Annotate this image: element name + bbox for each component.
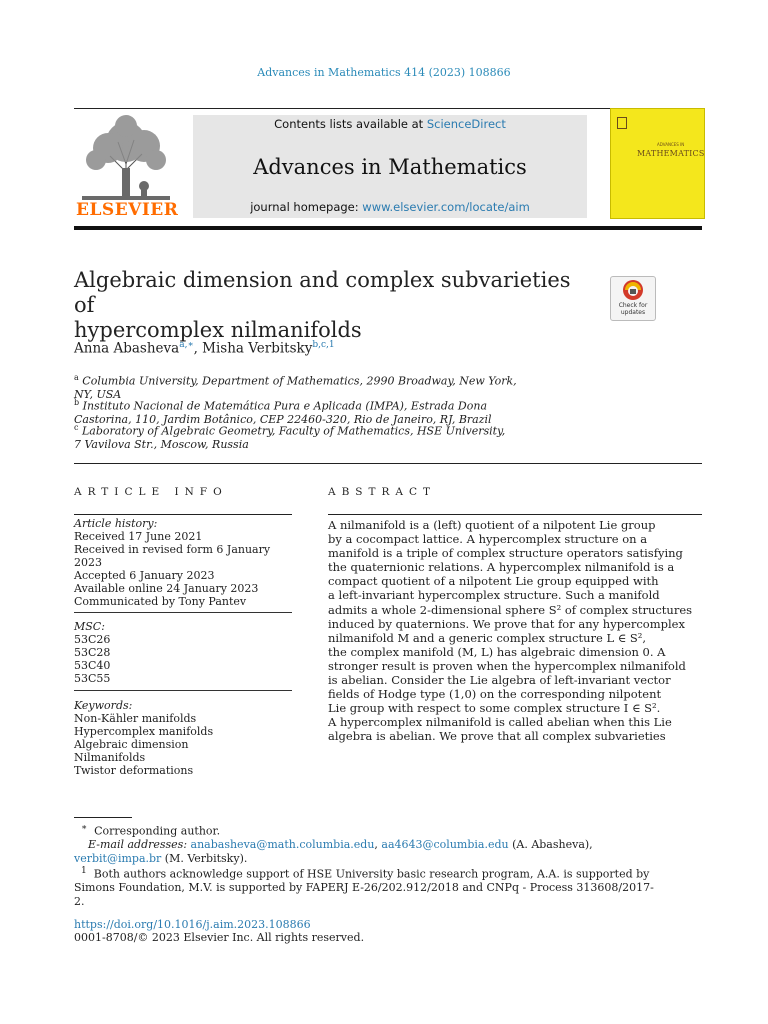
abstract-line: induced by quaternions. We prove that for any hypercomplex <box>328 616 685 631</box>
homepage-line <box>193 200 587 214</box>
title-line-2: hypercomplex nilmanifolds <box>74 318 362 342</box>
elsevier-wordmark: ELSEVIER <box>76 200 179 220</box>
abstract-line: stronger result is proven when the hypercomplex nilmanifold <box>328 658 686 673</box>
email-link-1[interactable]: anabasheva@math.columbia.edu <box>190 838 375 852</box>
abstract-line: Lie group with respect to some complex structure I ∈ S². <box>328 701 661 716</box>
funding-note <box>74 865 704 908</box>
fn1-line-2: Simons Foundation, M.V. is supported by FAPERJ E-26/202.912/2018 and CNPq - Process 313608/2017- <box>74 881 654 895</box>
email-line <box>74 838 704 852</box>
sciencedirect-link[interactable]: ScienceDirect <box>426 117 506 131</box>
msc-item: 53C26 <box>74 633 111 646</box>
fn1-mark: 1 <box>81 866 87 877</box>
abstract-line: a left-invariant hypercomplex structure. Such a manifold <box>328 588 660 603</box>
cover-logo-icon <box>617 117 627 129</box>
abstract-line: algebra is abelian. We prove that all complex subvarieties <box>328 729 666 744</box>
history-heading: Article history: <box>74 517 158 530</box>
keyword-item: Twistor deformations <box>74 764 194 777</box>
msc-item: 53C40 <box>74 659 111 672</box>
affil-mark-b: b <box>74 398 80 407</box>
history-item: Accepted 6 January 2023 <box>74 569 215 582</box>
keyword-item: Nilmanifolds <box>74 751 146 764</box>
history-item: Available online 24 January 2023 <box>74 582 259 595</box>
abstract-line: A nilmanifold is a (left) quotient of a nilpotent Lie group <box>328 518 656 532</box>
journal-title: Advances in Mathematics <box>253 155 527 179</box>
doi-link[interactable]: https://doi.org/10.1016/j.aim.2023.108866 <box>74 918 311 931</box>
msc-heading: MSC: <box>74 620 105 633</box>
history-item: Communicated by Tony Pantev <box>74 595 247 608</box>
author-separator: , <box>193 340 203 357</box>
homepage-prefix: journal homepage: <box>250 200 363 214</box>
article-info-rule <box>74 514 292 515</box>
corr-text: Corresponding author. <box>94 824 221 838</box>
email-link-2[interactable]: aa4643@columbia.edu <box>381 838 509 852</box>
affil-cont-a: NY, USA <box>74 387 122 401</box>
keyword-item: Non-Kähler manifolds <box>74 712 197 725</box>
author-2: Misha Verbitsky <box>202 340 313 357</box>
abstract-rule <box>328 514 702 515</box>
email-owner-2: (M. Verbitsky). <box>161 851 248 865</box>
author-2-affil[interactable]: b,c,1 <box>312 340 335 350</box>
check-for-updates-button[interactable] <box>610 276 656 321</box>
affil-text-c: Laboratory of Algebraic Geometry, Faculty of Mathematics, HSE University, <box>81 424 506 438</box>
contents-line <box>193 117 587 131</box>
keywords-heading: Keywords: <box>74 699 133 712</box>
abstract-line: manifold is a triple of complex structure operators satisfying <box>328 546 683 561</box>
article-info-heading: ARTICLE INFO <box>74 486 228 498</box>
title-line-1: Algebraic dimension and complex subvarieties of <box>74 268 571 317</box>
author-list <box>74 340 335 357</box>
abstract-line: fields of Hodge type (1,0) on the corresponding nilpotent <box>328 687 662 702</box>
abstract-body <box>328 518 702 744</box>
history-item: Received 17 June 2021 <box>74 530 203 543</box>
msc-codes <box>74 620 296 685</box>
paper-title <box>74 268 594 343</box>
history-item: 2023 <box>74 556 102 569</box>
abstract-line: compact quotient of a nilpotent Lie group equipped with <box>328 574 659 589</box>
affiliation-c <box>74 421 574 451</box>
journal-cover-image[interactable] <box>610 108 705 219</box>
history-item: Received in revised form 6 January <box>74 543 271 556</box>
affil-text-b: Instituto Nacional de Matemática Pura e Aplicada (IMPA), Estrada Dona <box>82 399 488 413</box>
affil-mark-c: c <box>74 423 79 432</box>
email-sep: , <box>374 838 382 852</box>
keyword-item: Algebraic dimension <box>74 738 189 751</box>
msc-item: 53C28 <box>74 646 111 659</box>
info-separator <box>74 612 292 613</box>
check-updates-icon <box>611 277 655 303</box>
check-label-2: updates <box>620 309 646 316</box>
footnotes <box>74 822 704 908</box>
abstract-line: the quaternionic relations. A hypercomplex nilmanifold is a <box>328 560 675 575</box>
cover-subtitle: ADVANCES IN <box>657 142 685 147</box>
affil-cont-b: Castorina, 110, Jardim Botânico, CEP 22460-320, Rio de Janeiro, RJ, Brazil <box>74 412 492 426</box>
abstract-line: by a cocompact lattice. A hypercomplex structure on a <box>328 532 648 547</box>
affil-mark-a: a <box>74 373 79 382</box>
copyright-line: 0001-8708/© 2023 Elsevier Inc. All rights reserved. <box>74 931 365 944</box>
abstract-heading: ABSTRACT <box>328 486 437 498</box>
email-link-3[interactable]: verbit@impa.br <box>74 851 162 865</box>
section-divider <box>74 463 702 464</box>
abstract-line: A hypercomplex nilmanifold is called abelian when this Lie <box>328 715 672 730</box>
info-separator <box>74 690 292 691</box>
msc-item: 53C55 <box>74 672 111 685</box>
check-label-1: Check for <box>618 302 648 309</box>
corresponding-note <box>74 822 704 838</box>
header-bottom-rule <box>74 226 702 230</box>
email-line-2 <box>74 852 704 866</box>
affil-cont-c: 7 Vavilova Str., Moscow, Russia <box>74 437 249 451</box>
email-owner-1: (A. Abasheva), <box>508 838 593 852</box>
journal-reference[interactable]: Advances in Mathematics 414 (2023) 108866 <box>257 66 511 79</box>
affil-text-a: Columbia University, Department of Mathematics, 2990 Broadway, New York, <box>82 374 517 388</box>
cover-title: MATHEMATICS <box>637 149 705 158</box>
homepage-link[interactable]: www.elsevier.com/locate/aim <box>362 200 530 214</box>
abstract-line: nilmanifold M and a generic complex structure L ∈ S², <box>328 630 647 645</box>
abstract-line: admits a whole 2-dimensional sphere S² of complex structures <box>328 602 693 617</box>
author-1-affil[interactable]: a,∗ <box>179 340 194 350</box>
email-label: E-mail addresses: <box>88 838 191 852</box>
contents-prefix: Contents lists available at <box>274 117 427 131</box>
footnote-rule <box>74 817 132 818</box>
fn1-line-3: 2. <box>74 894 85 908</box>
abstract-line: the complex manifold (M, L) has algebraic dimension 0. A <box>328 644 666 659</box>
keyword-item: Hypercomplex manifolds <box>74 725 214 738</box>
keywords <box>74 699 296 777</box>
abstract-line: is abelian. Consider the Lie algebra of left-invariant vector <box>328 673 671 688</box>
header-top-rule <box>74 108 702 109</box>
author-1: Anna Abasheva <box>74 340 180 357</box>
article-history <box>74 517 296 608</box>
corr-mark: ∗ <box>81 823 88 833</box>
fn1-line-1: Both authors acknowledge support of HSE University basic research program, A.A. is supported by <box>93 867 650 881</box>
